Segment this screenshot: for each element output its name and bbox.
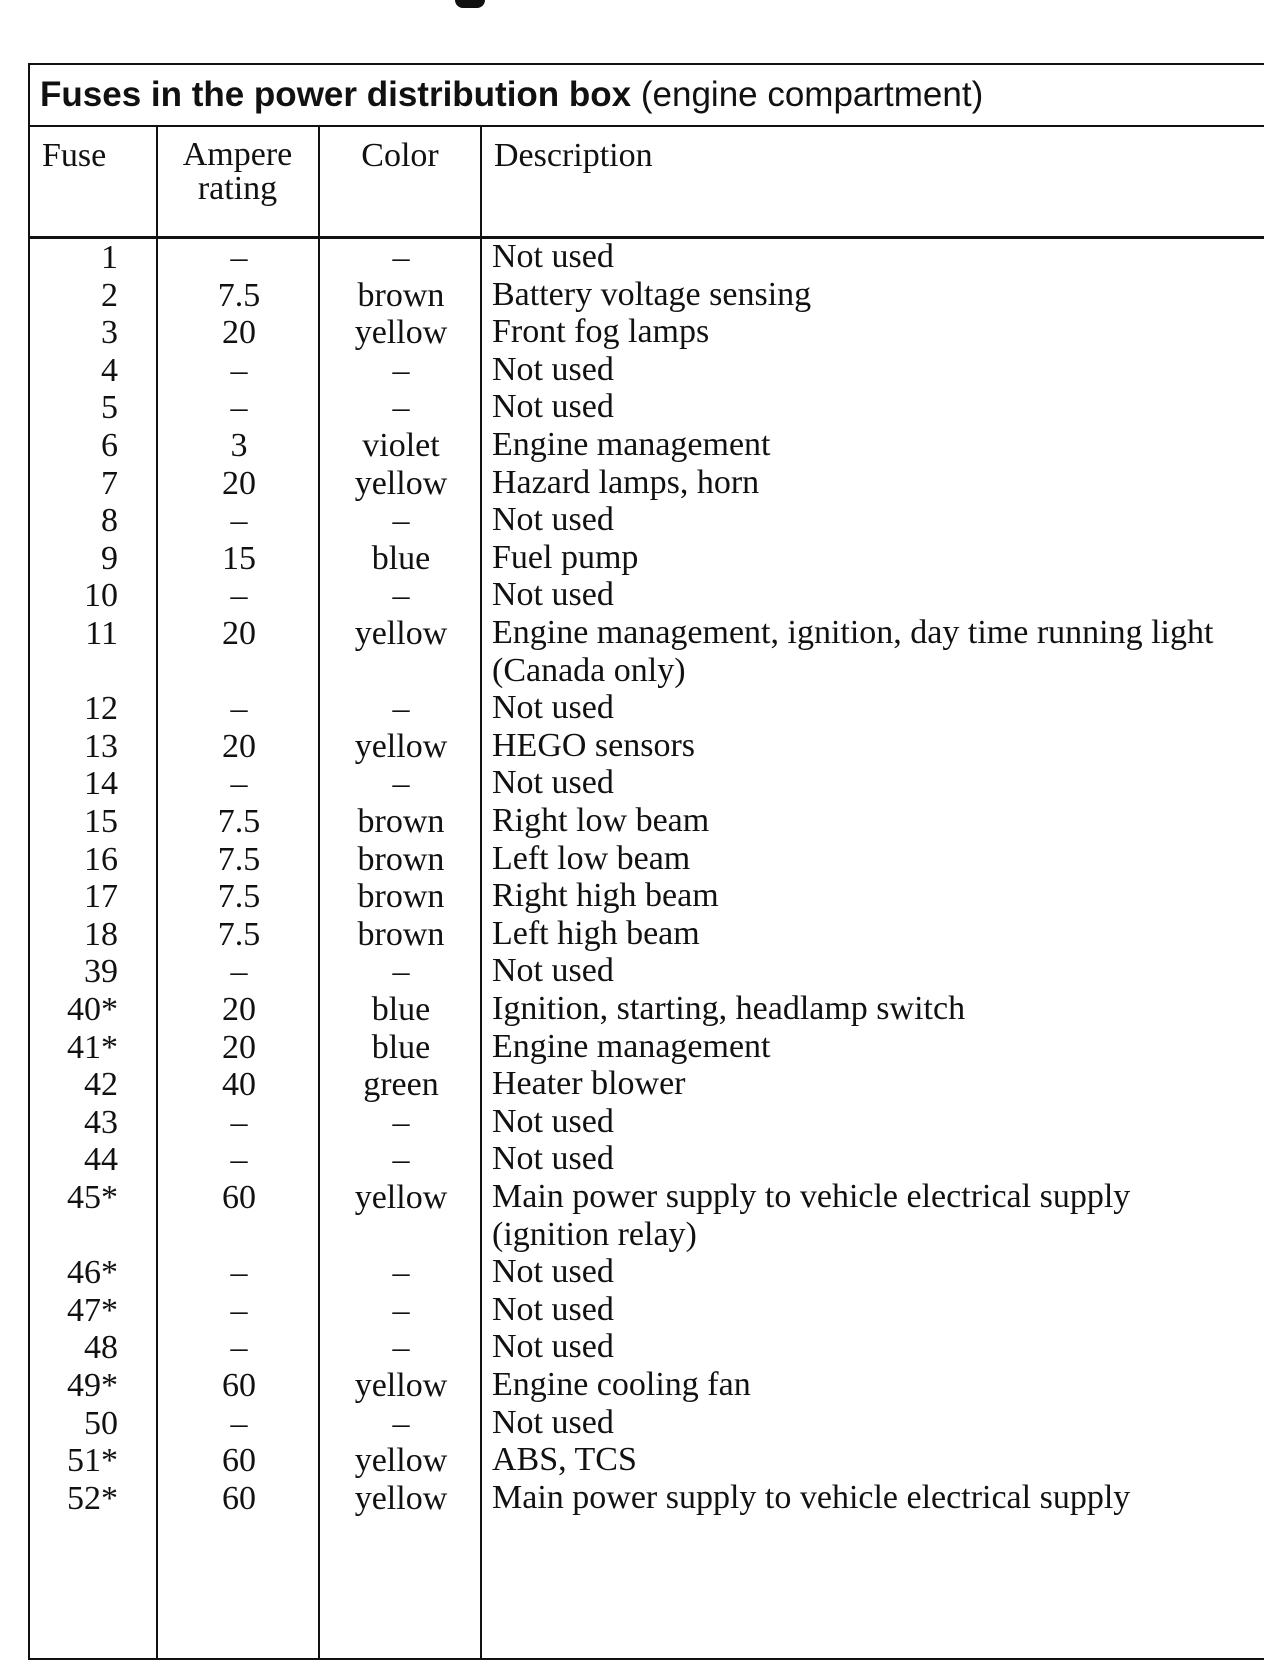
- fuse-cell: 43: [84, 1103, 118, 1141]
- description-cell: Not used: [492, 689, 614, 727]
- description-cell: Battery voltage sensing: [492, 275, 812, 313]
- color-cell: –: [392, 765, 410, 803]
- ampere-cell: 7.5: [217, 840, 261, 878]
- header-color: Color: [361, 137, 439, 174]
- ampere-cell: –: [230, 953, 248, 991]
- description-cell: Main power supply to vehicle electrical supply: [492, 1478, 1131, 1516]
- description-cell: Not used: [492, 1290, 614, 1328]
- fuse-cell: 9: [101, 539, 118, 577]
- description-cell: Ignition, starting, headlamp switch: [492, 990, 966, 1027]
- fuse-cell: 16: [84, 840, 118, 878]
- fuse-cell: 15: [84, 803, 118, 840]
- ampere-cell: –: [230, 577, 248, 615]
- ampere-cell: 20: [222, 1028, 256, 1066]
- fuse-cell: 7: [101, 464, 118, 502]
- fuse-cell: 49*: [67, 1367, 118, 1404]
- fuse-cell: 13: [84, 727, 118, 765]
- ampere-cell: –: [230, 1329, 248, 1367]
- fuse-table: [28, 63, 1264, 1660]
- fuse-cell: 45*: [67, 1179, 118, 1216]
- description-cell: Heater blower: [492, 1065, 686, 1103]
- fuse-cell: 46*: [67, 1254, 118, 1292]
- description-cell: Engine management: [492, 426, 771, 463]
- ampere-cell: –: [230, 690, 248, 728]
- table-title: [30, 65, 1264, 127]
- fuse-cell: 2: [101, 276, 118, 314]
- description-cell: Fuel pump: [492, 538, 639, 576]
- description-cell: Left high beam: [492, 914, 700, 952]
- color-cell: blue: [371, 539, 431, 577]
- ampere-cell: 7.5: [217, 276, 261, 314]
- header-ampere-rating: Ampere rating: [182, 136, 293, 207]
- ampere-cell: 20: [222, 464, 256, 502]
- fuse-cell: 4: [101, 351, 118, 389]
- description-cell: Right low beam: [492, 802, 710, 839]
- description-cell: Not used: [492, 576, 614, 614]
- ampere-cell: 3: [230, 427, 248, 464]
- description-cell: Not used: [492, 238, 614, 275]
- fuse-cell: 6: [101, 427, 118, 464]
- table-title-rest: (engine compartment): [631, 75, 984, 114]
- ampere-cell: 7.5: [217, 915, 261, 953]
- fuse-cell: 50: [84, 1404, 118, 1442]
- fuse-cell: 18: [84, 915, 118, 953]
- ampere-cell: –: [230, 1141, 248, 1179]
- table-title-bold: Fuses in the power distribution box: [40, 75, 632, 114]
- color-cell: blue: [371, 991, 431, 1028]
- description-cell: Not used: [492, 1140, 614, 1178]
- color-cell: yellow: [354, 727, 448, 765]
- ampere-cell: 20: [222, 615, 256, 652]
- color-cell: –: [392, 351, 410, 389]
- color-cell: –: [392, 239, 410, 276]
- ampere-cell: 60: [222, 1479, 256, 1517]
- ampere-cell: –: [230, 1103, 248, 1141]
- ampere-cell: 15: [222, 539, 256, 577]
- fuse-cell: 42: [84, 1066, 118, 1104]
- ampere-cell: 40: [222, 1066, 256, 1104]
- fuse-cell: 47*: [67, 1291, 118, 1329]
- fuse-cell: 10: [84, 577, 118, 615]
- color-cell: –: [392, 1141, 410, 1179]
- color-cell: –: [392, 953, 410, 991]
- description-cell: ABS, TCS: [492, 1441, 637, 1479]
- color-cell: yellow: [354, 314, 448, 352]
- fuse-cell: 14: [84, 765, 118, 803]
- color-cell: brown: [357, 878, 445, 916]
- description-cell: Main power supply to vehicle electrical supply (ignition relay): [492, 1178, 1131, 1253]
- color-cell: –: [392, 1254, 410, 1292]
- color-cell: –: [392, 389, 410, 427]
- description-cell: Engine management, ignition, day time running light (Canada only): [492, 614, 1214, 689]
- ampere-cell: –: [230, 502, 248, 540]
- fuse-cell: 8: [101, 502, 118, 540]
- description-cell: Not used: [492, 388, 614, 426]
- color-cell: –: [392, 1329, 410, 1367]
- description-cell: Engine management: [492, 1027, 771, 1065]
- ampere-cell: –: [230, 765, 248, 803]
- fuse-cell: 44: [84, 1141, 118, 1179]
- fuse-cell: 3: [101, 314, 118, 352]
- description-cell: Not used: [492, 1102, 614, 1140]
- description-cell: Not used: [492, 1328, 614, 1366]
- ampere-cell: 20: [222, 991, 256, 1028]
- description-cell: Not used: [492, 1253, 614, 1291]
- cropped-heading-fragment: [455, 0, 485, 8]
- description-cell: Not used: [492, 350, 614, 388]
- ampere-cell: 7.5: [217, 878, 261, 916]
- color-cell: brown: [357, 840, 445, 878]
- color-cell: –: [392, 690, 410, 728]
- color-cell: yellow: [354, 1179, 448, 1216]
- fuse-cell: 41*: [67, 1028, 118, 1066]
- ampere-cell: –: [230, 1254, 248, 1292]
- color-cell: yellow: [354, 1367, 448, 1404]
- color-cell: yellow: [354, 615, 448, 652]
- ampere-cell: 7.5: [217, 803, 261, 840]
- color-cell: brown: [357, 276, 445, 314]
- fuse-cell: 40*: [67, 991, 118, 1028]
- description-cell: Engine cooling fan: [492, 1366, 751, 1403]
- color-cell: –: [392, 577, 410, 615]
- color-cell: –: [392, 1404, 410, 1442]
- color-cell: yellow: [354, 1442, 448, 1480]
- color-cell: green: [363, 1066, 439, 1104]
- description-cell: Front fog lamps: [492, 313, 710, 351]
- fuse-cell: 1: [101, 239, 118, 276]
- color-cell: violet: [362, 427, 440, 464]
- ampere-cell: –: [230, 1404, 248, 1442]
- ampere-cell: 60: [222, 1442, 256, 1480]
- fuse-cell: 39: [84, 953, 118, 991]
- fuse-cell: 12: [84, 690, 118, 728]
- description-cell: Left low beam: [492, 839, 691, 877]
- fuse-cell: 48: [84, 1329, 118, 1367]
- color-cell: yellow: [354, 464, 448, 502]
- description-cell: HEGO sensors: [492, 726, 696, 764]
- ampere-cell: –: [230, 389, 248, 427]
- ampere-cell: –: [230, 351, 248, 389]
- color-cell: brown: [357, 915, 445, 953]
- color-cell: blue: [371, 1028, 431, 1066]
- ampere-cell: 60: [222, 1367, 256, 1404]
- color-cell: yellow: [354, 1479, 448, 1517]
- color-cell: brown: [357, 803, 445, 840]
- description-cell: Not used: [492, 952, 614, 990]
- description-cell: Not used: [492, 764, 614, 802]
- color-cell: –: [392, 502, 410, 540]
- fuse-cell: 11: [85, 615, 118, 652]
- description-cell: Not used: [492, 501, 614, 539]
- description-cell: Hazard lamps, horn: [492, 463, 760, 501]
- header-description: Description: [494, 137, 653, 174]
- ampere-cell: –: [230, 1291, 248, 1329]
- ampere-cell: 60: [222, 1179, 256, 1216]
- ampere-cell: 20: [222, 314, 256, 352]
- fuse-cell: 5: [101, 389, 118, 427]
- color-cell: –: [392, 1103, 410, 1141]
- fuse-cell: 52*: [67, 1479, 118, 1517]
- color-cell: –: [392, 1291, 410, 1329]
- fuse-cell: 17: [84, 878, 118, 916]
- ampere-cell: –: [230, 239, 248, 276]
- ampere-cell: 20: [222, 727, 256, 765]
- fuse-cell: 51*: [67, 1442, 118, 1480]
- description-cell: Not used: [492, 1403, 614, 1441]
- header-fuse: Fuse: [42, 137, 107, 174]
- description-cell: Right high beam: [492, 877, 719, 915]
